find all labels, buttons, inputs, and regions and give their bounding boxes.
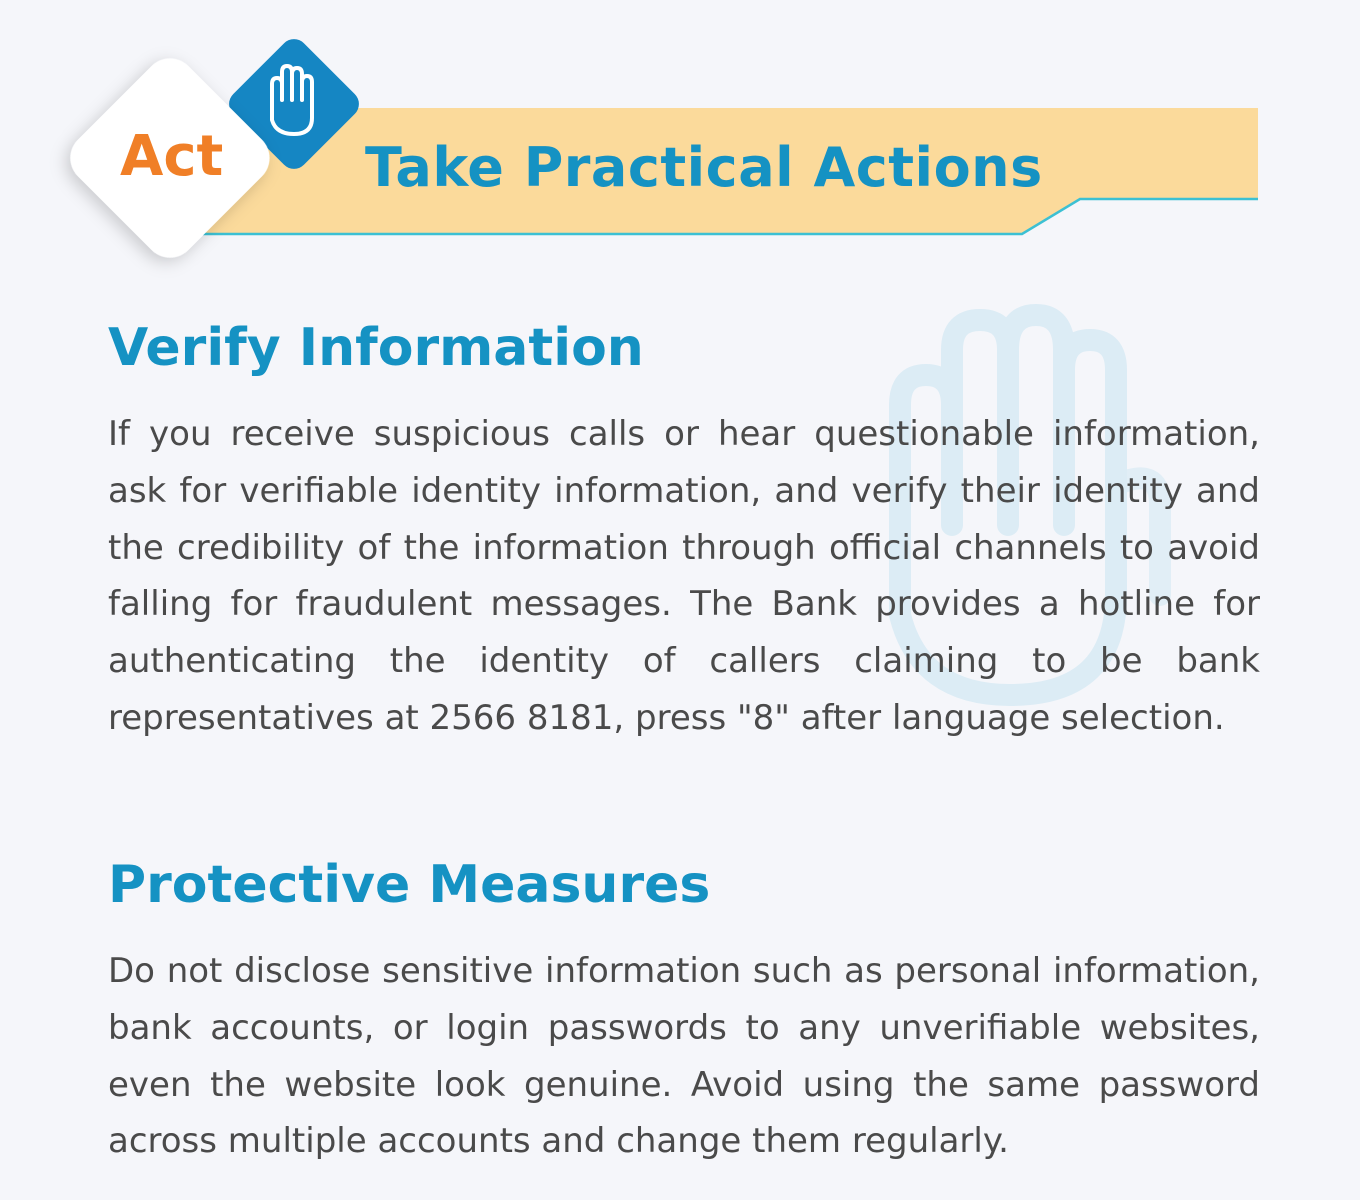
section-heading-verify-information: Verify Information	[108, 318, 644, 378]
banner-title: Take Practical Actions	[365, 136, 1043, 199]
section-banner	[0, 0, 1360, 290]
section-heading-protective-measures: Protective Measures	[108, 855, 711, 915]
section-body-verify-information: If you receive suspicious calls or hear questionable information, ask for verifiable identity information, and verify their identity and the credibility of the information through official channels to avoid falling for fraudulent messages. The Bank provides a hotline for authenticating the identity of callers claiming to be bank representatives at 2566 8181, press "8" after language selection.	[108, 414, 1260, 738]
section-body-protective-measures: Do not disclose sensitive information such as personal information, bank accounts, or login passwords to any unverifiable websites, even the website look genuine. Avoid using the same password across multiple accounts and change them regularly.	[108, 951, 1260, 1162]
act-label: Act	[120, 124, 224, 189]
